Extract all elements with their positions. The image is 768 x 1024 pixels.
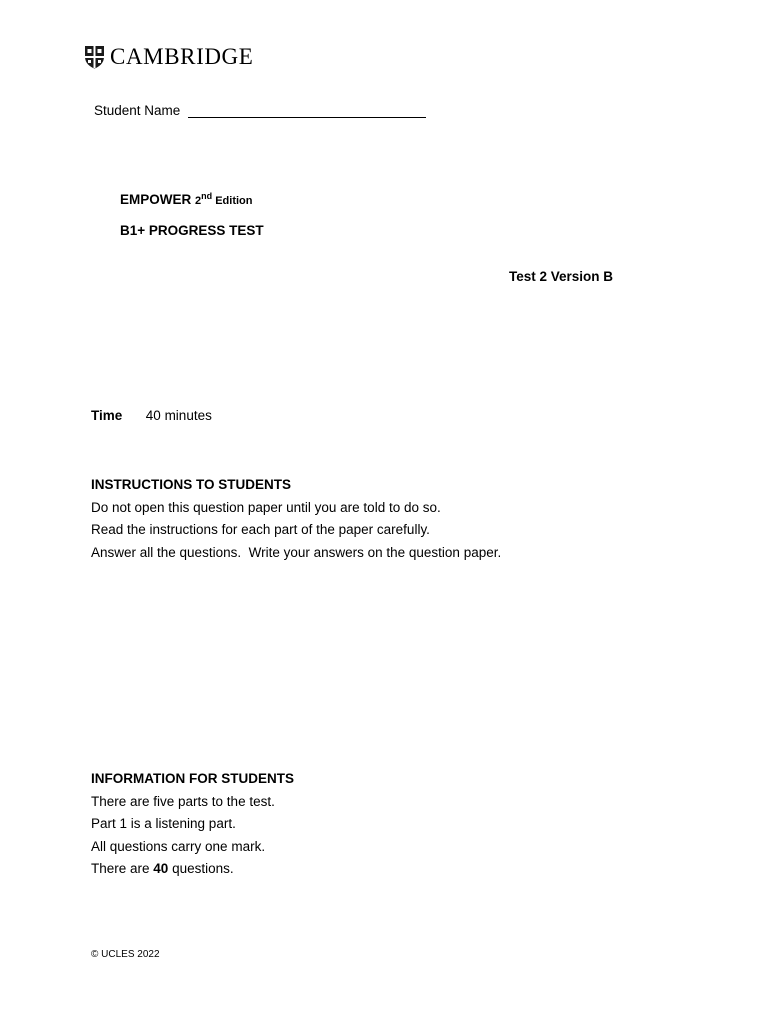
student-name-label: Student Name [94,103,181,118]
course-title [120,191,253,210]
information-section [91,768,294,881]
copyright-footer: © UCLES 2022 [91,949,160,960]
instruction-line: Answer all the questions. Write your answers on the question paper. [91,544,502,560]
information-line: There are five parts to the test. [91,793,275,809]
instructions-section [91,474,501,564]
course-name: EMPOWER [120,192,192,207]
question-count: 40 [153,861,169,876]
information-heading: INFORMATION FOR STUDENTS [91,771,294,786]
instruction-line: Do not open this question paper until you are told to do so. [91,499,441,515]
information-line: All questions carry one mark. [91,838,266,854]
logo-text: CAMBRIDGE [110,44,254,69]
information-line: Part 1 is a listening part. [91,816,236,831]
cambridge-shield-icon [84,45,105,69]
student-name-row [94,101,426,118]
cambridge-logo [84,44,253,70]
course-level: B1+ PROGRESS TEST [120,223,264,238]
course-edition [195,191,253,207]
edition-suffix: nd [201,191,213,201]
instruction-line: Read the instructions for each part of the paper carefully. [91,522,430,537]
student-name-field[interactable] [188,101,426,118]
edition-word: Edition [215,195,253,207]
count-suffix: questions. [168,861,234,876]
instructions-heading: INSTRUCTIONS TO STUDENTS [91,477,292,492]
time-row [91,407,212,425]
question-count-line [91,858,294,881]
test-version: Test 2 Version B [509,269,614,284]
edition-number: 2 [195,195,202,207]
time-value: 40 minutes [145,408,212,423]
time-label: Time [91,408,123,423]
count-prefix: There are [91,861,154,876]
